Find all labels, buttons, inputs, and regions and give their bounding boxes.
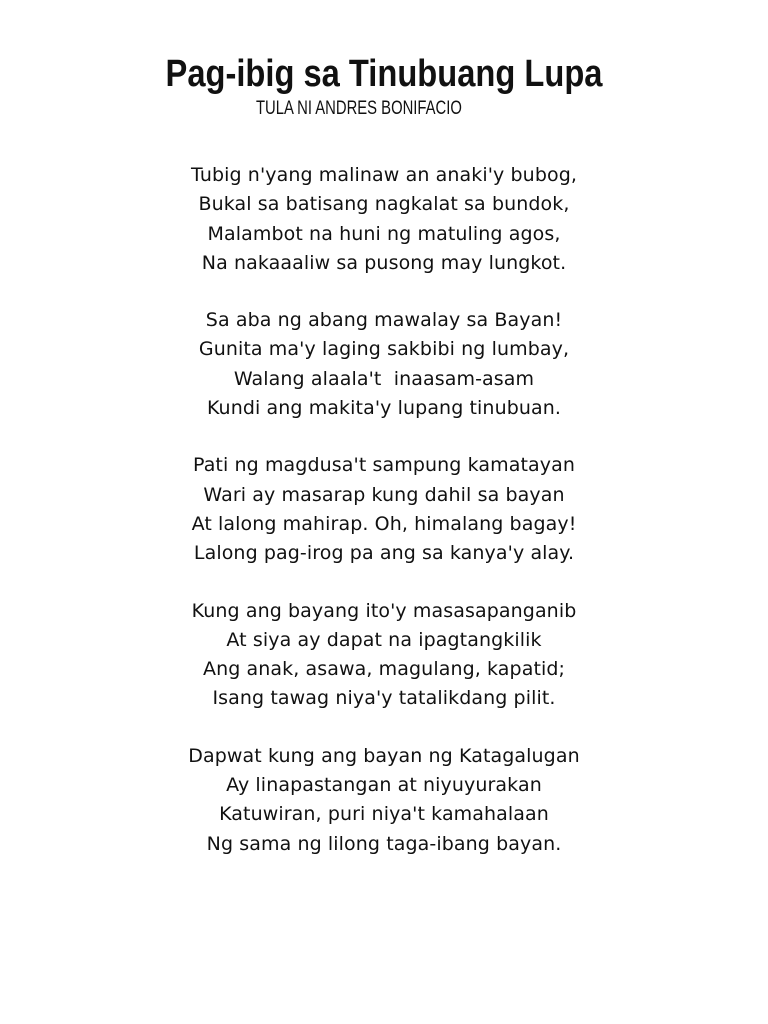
stanza (0, 306, 768, 423)
poem-line: Isang tawag niya'y tatalikdang pilit. (212, 687, 556, 710)
poem-line: Dapwat kung ang bayan ng Katagalugan (188, 744, 580, 767)
poem-line: Ng sama ng lilong taga-ibang bayan. (206, 832, 562, 855)
poem-subtitle: TULA NI ANDRES BONIFACIO (256, 98, 462, 119)
poem-title: Pag-ibig sa Tinubuang Lupa (165, 53, 603, 95)
poem-line: At siya ay dapat na ipagtangkilik (226, 628, 542, 651)
poem-line: Na nakaaaliw sa pusong may lungkot. (201, 251, 567, 274)
poem-line: Kung ang bayang ito'y masasapanganib (191, 599, 577, 622)
stanza (0, 597, 768, 714)
poem-line: Wari ay masarap kung dahil sa bayan (203, 483, 565, 506)
poem-line: Sa aba ng abang mawalay sa Bayan! (205, 309, 563, 332)
poem-line: Walang alaala't inaasam-asam (233, 367, 535, 390)
poem-line: Malambot na huni ng matuling agos, (207, 222, 561, 245)
poem-line: Katuwiran, puri niya't kamahalaan (219, 803, 549, 826)
poem-line: Pati ng magdusa't sampung kamatayan (192, 454, 575, 477)
poem-line: Lalong pag-irog pa ang sa kanya'y alay. (193, 542, 575, 565)
poem-line: Tubig n'yang malinaw an anaki'y bubog, (191, 164, 577, 186)
poem-line: Ay linapastangan at niyuyurakan (226, 774, 542, 797)
stanza (0, 451, 768, 568)
poem-line: At lalong mahirap. Oh, himalang bagay! (191, 512, 577, 535)
poem-line: Bukal sa batisang nagkalat sa bundok, (198, 193, 570, 216)
poem-line: Ang anak, asawa, magulang, kapatid; (202, 658, 566, 681)
poem-body (0, 161, 768, 887)
stanza (0, 742, 768, 859)
stanza (0, 161, 768, 278)
poem-line: Gunita ma'y laging sakbibi ng lumbay, (198, 338, 570, 361)
poem-line: Kundi ang makita'y lupang tinubuan. (206, 397, 562, 420)
